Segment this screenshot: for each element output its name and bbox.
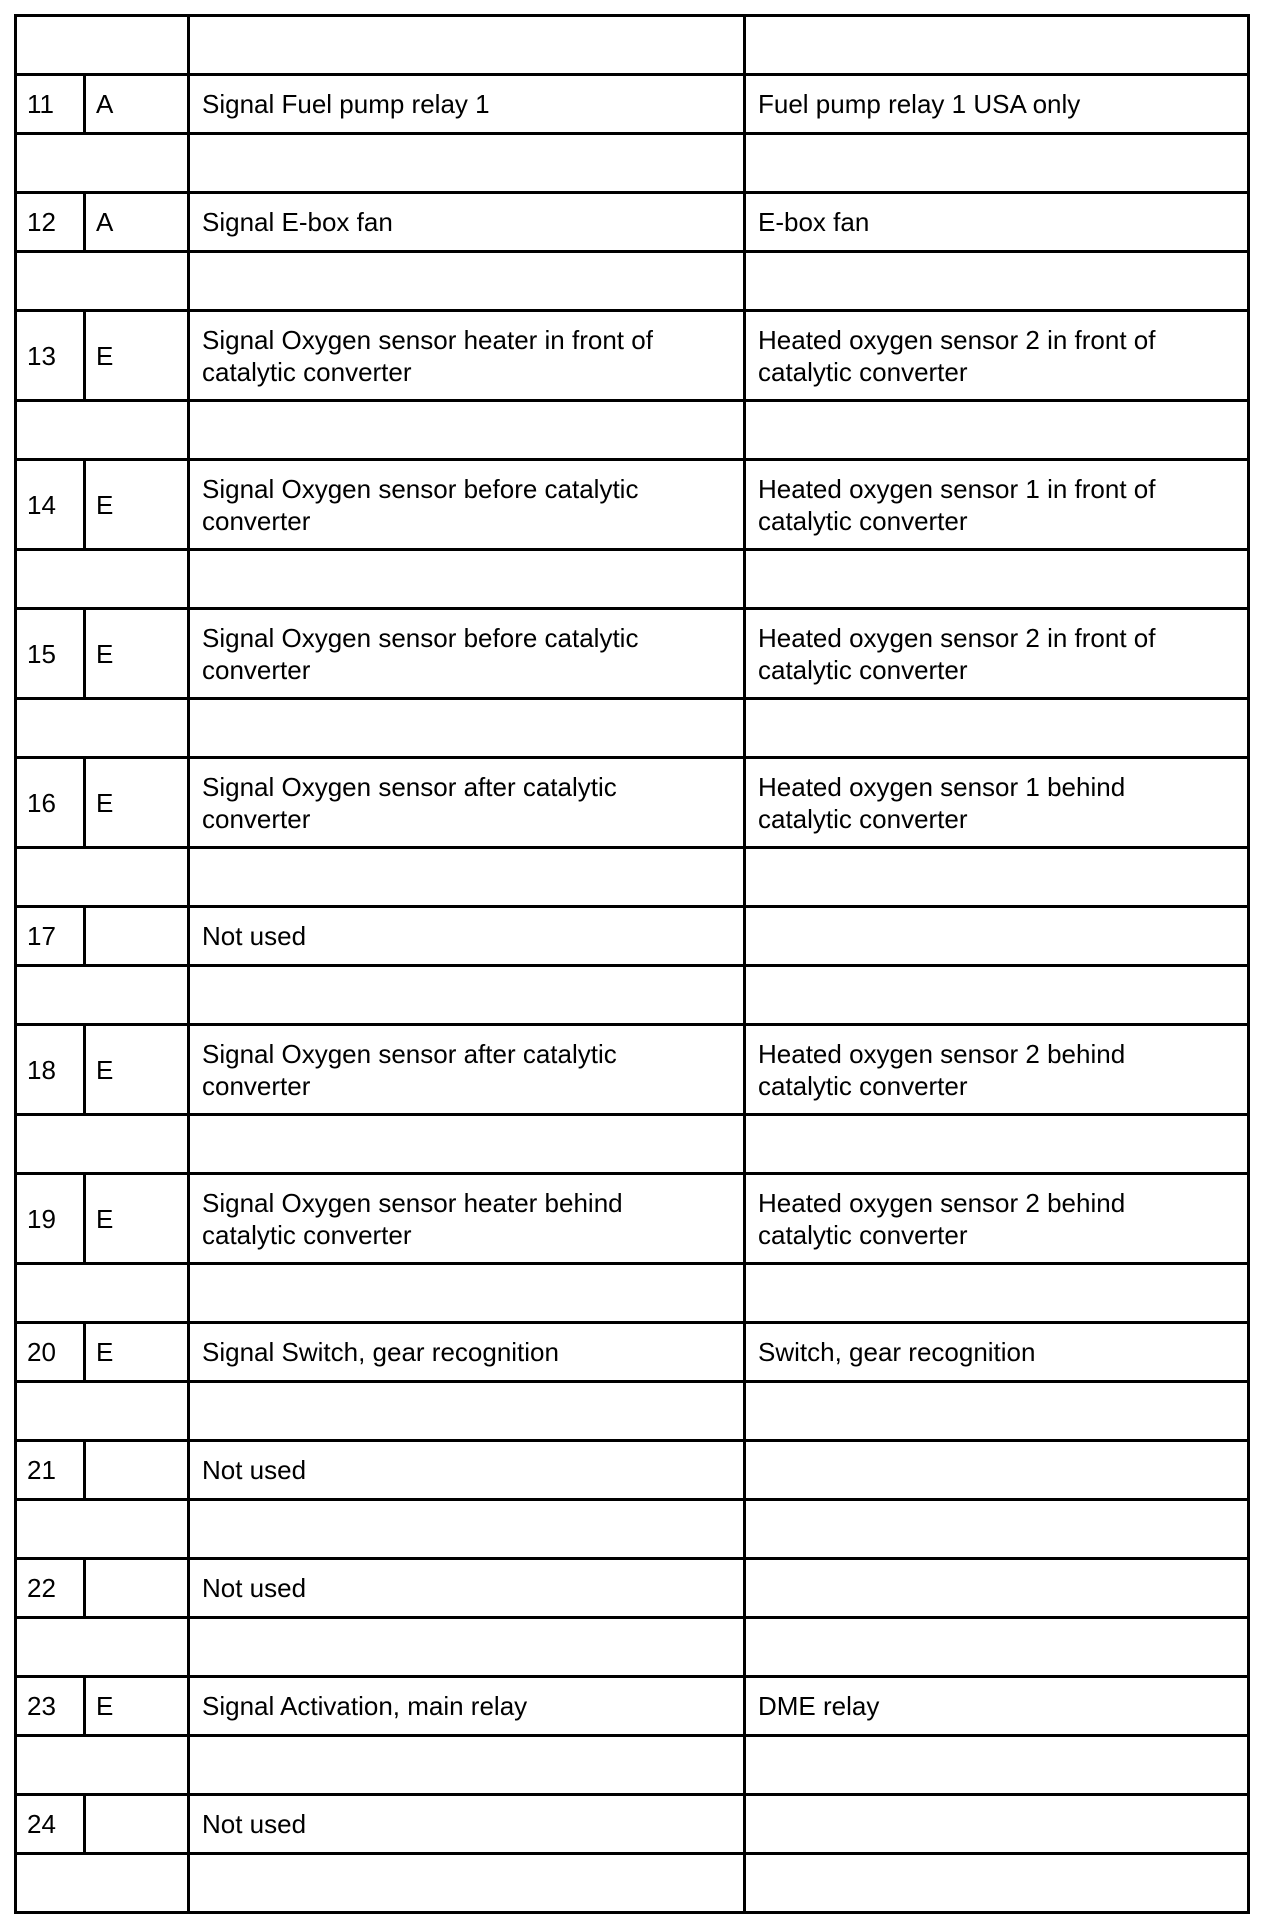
io-type-cell xyxy=(83,1675,190,1737)
component-cell-text: Heated oxygen sensor 2 in front of catalytic converter xyxy=(758,622,1156,685)
signal-description-cell-text: Signal Oxygen sensor heater in front of catalytic converter xyxy=(202,324,653,387)
spacer-cell xyxy=(14,548,190,610)
spacer-cell xyxy=(743,1734,1250,1796)
spacer-row xyxy=(14,1734,1250,1796)
component-cell-text: Heated oxygen sensor 1 in front of catalytic converter xyxy=(758,473,1156,536)
spacer-row xyxy=(14,697,1250,759)
pin-number-cell-text: 11 xyxy=(27,89,54,119)
io-type-cell xyxy=(83,1793,190,1855)
component-cell xyxy=(743,1793,1250,1855)
spacer-cell xyxy=(743,1113,1250,1175)
signal-description-cell xyxy=(187,1023,746,1116)
table-row xyxy=(14,458,1250,551)
table-row xyxy=(14,1793,1250,1855)
pin-number-cell xyxy=(14,191,86,253)
pin-number-cell xyxy=(14,1793,86,1855)
io-type-cell-text: E xyxy=(96,1337,114,1367)
table-row xyxy=(14,191,1250,253)
pin-number-cell xyxy=(14,905,86,967)
signal-description-cell-text: Not used xyxy=(202,1809,307,1839)
component-cell-text: Heated oxygen sensor 2 behind catalytic converter xyxy=(758,1187,1126,1250)
signal-description-cell xyxy=(187,756,746,849)
spacer-cell xyxy=(743,1262,1250,1324)
pin-number-cell-text: 12 xyxy=(27,207,56,237)
spacer-cell xyxy=(187,14,746,76)
component-cell xyxy=(743,1675,1250,1737)
io-type-cell xyxy=(83,1321,190,1383)
pin-number-cell-text: 22 xyxy=(27,1573,56,1603)
table-row xyxy=(14,607,1250,700)
component-cell xyxy=(743,1439,1250,1501)
component-cell-text: E-box fan xyxy=(758,207,870,237)
signal-description-cell xyxy=(187,458,746,551)
signal-description-cell xyxy=(187,309,746,402)
spacer-cell xyxy=(187,697,746,759)
spacer-row xyxy=(14,1113,1250,1175)
pin-number-cell xyxy=(14,309,86,402)
pin-number-cell-text: 20 xyxy=(27,1337,56,1367)
io-type-cell xyxy=(83,458,190,551)
component-cell xyxy=(743,756,1250,849)
spacer-cell xyxy=(743,250,1250,312)
spacer-row xyxy=(14,250,1250,312)
io-type-cell-text: E xyxy=(96,638,114,669)
spacer-cell xyxy=(187,1498,746,1560)
table-row xyxy=(14,1439,1250,1501)
signal-description-cell-text: Not used xyxy=(202,921,307,951)
spacer-cell xyxy=(743,1380,1250,1442)
pin-number-cell-text: 21 xyxy=(27,1455,56,1485)
signal-description-cell-text: Signal Switch, gear recognition xyxy=(202,1337,559,1367)
table-row xyxy=(14,1172,1250,1265)
io-type-cell xyxy=(83,756,190,849)
io-type-cell xyxy=(83,191,190,253)
spacer-cell xyxy=(187,399,746,461)
signal-description-cell xyxy=(187,191,746,253)
io-type-cell xyxy=(83,73,190,135)
pin-number-cell-text: 23 xyxy=(27,1691,56,1721)
signal-description-cell-text: Signal Oxygen sensor before catalytic converter xyxy=(202,622,639,685)
pin-number-cell xyxy=(14,756,86,849)
signal-description-cell-text: Not used xyxy=(202,1455,307,1485)
table-row xyxy=(14,905,1250,967)
io-type-cell-text: E xyxy=(96,489,114,520)
pin-number-cell-text: 17 xyxy=(27,921,56,951)
spacer-cell xyxy=(14,1852,190,1914)
spacer-row xyxy=(14,964,1250,1026)
io-type-cell-text: E xyxy=(96,340,114,371)
spacer-cell xyxy=(743,697,1250,759)
signal-description-cell xyxy=(187,1557,746,1619)
spacer-cell xyxy=(14,1734,190,1796)
component-cell-text: Heated oxygen sensor 1 behind catalytic converter xyxy=(758,771,1126,834)
pin-number-cell-text: 18 xyxy=(27,1054,56,1085)
spacer-cell xyxy=(14,1616,190,1678)
component-cell xyxy=(743,1557,1250,1619)
spacer-cell xyxy=(743,14,1250,76)
pin-number-cell-text: 16 xyxy=(27,787,56,818)
spacer-row xyxy=(14,1852,1250,1914)
table-row xyxy=(14,756,1250,849)
component-cell xyxy=(743,905,1250,967)
spacer-cell xyxy=(187,250,746,312)
spacer-row xyxy=(14,846,1250,908)
pin-number-cell xyxy=(14,1321,86,1383)
spacer-cell xyxy=(187,846,746,908)
spacer-cell xyxy=(743,548,1250,610)
component-cell xyxy=(743,607,1250,700)
component-cell xyxy=(743,309,1250,402)
component-cell-text: Switch, gear recognition xyxy=(758,1337,1036,1367)
table-row xyxy=(14,309,1250,402)
pin-number-cell xyxy=(14,1172,86,1265)
pin-number-cell xyxy=(14,458,86,551)
table-row xyxy=(14,1557,1250,1619)
spacer-row xyxy=(14,548,1250,610)
signal-description-cell-text: Signal Oxygen sensor heater behind catalytic converter xyxy=(202,1187,623,1250)
pin-number-cell-text: 14 xyxy=(27,489,56,520)
io-type-cell-text: A xyxy=(96,89,114,119)
spacer-cell xyxy=(743,1616,1250,1678)
signal-description-cell-text: Signal Fuel pump relay 1 xyxy=(202,89,490,119)
signal-description-cell xyxy=(187,905,746,967)
spacer-cell xyxy=(187,1262,746,1324)
io-type-cell-text: E xyxy=(96,1203,114,1234)
spacer-row xyxy=(14,1262,1250,1324)
spacer-row xyxy=(14,14,1250,76)
spacer-cell xyxy=(187,548,746,610)
io-type-cell-text: E xyxy=(96,1691,114,1721)
pin-number-cell xyxy=(14,1675,86,1737)
io-type-cell xyxy=(83,607,190,700)
io-type-cell xyxy=(83,905,190,967)
pin-number-cell xyxy=(14,1439,86,1501)
spacer-cell xyxy=(14,399,190,461)
spacer-row xyxy=(14,399,1250,461)
spacer-cell xyxy=(187,1852,746,1914)
component-cell xyxy=(743,73,1250,135)
spacer-cell xyxy=(743,1852,1250,1914)
pin-number-cell xyxy=(14,73,86,135)
signal-description-cell xyxy=(187,1675,746,1737)
component-cell-text: Heated oxygen sensor 2 behind catalytic converter xyxy=(758,1038,1126,1101)
spacer-cell xyxy=(187,1734,746,1796)
spacer-cell xyxy=(14,1380,190,1442)
spacer-cell xyxy=(743,132,1250,194)
spacer-row xyxy=(14,1616,1250,1678)
table-row xyxy=(14,1023,1250,1116)
spacer-row xyxy=(14,132,1250,194)
spacer-cell xyxy=(187,1380,746,1442)
signal-description-cell-text: Signal Oxygen sensor after catalytic converter xyxy=(202,1038,617,1101)
spacer-cell xyxy=(743,964,1250,1026)
spacer-cell xyxy=(187,964,746,1026)
pin-number-cell-text: 15 xyxy=(27,638,56,669)
signal-description-cell-text: Signal Oxygen sensor after catalytic converter xyxy=(202,771,617,834)
io-type-cell-text: E xyxy=(96,787,114,818)
component-cell-text: Fuel pump relay 1 USA only xyxy=(758,89,1081,119)
io-type-cell xyxy=(83,1557,190,1619)
spacer-cell xyxy=(14,1262,190,1324)
signal-description-cell xyxy=(187,1793,746,1855)
spacer-cell xyxy=(743,846,1250,908)
io-type-cell xyxy=(83,309,190,402)
pin-number-cell xyxy=(14,607,86,700)
component-cell xyxy=(743,191,1250,253)
spacer-cell xyxy=(14,14,190,76)
spacer-cell xyxy=(14,132,190,194)
spacer-cell xyxy=(187,1616,746,1678)
table-row xyxy=(14,1675,1250,1737)
signal-description-cell-text: Signal Activation, main relay xyxy=(202,1691,528,1721)
spacer-cell xyxy=(187,1113,746,1175)
component-cell-text: DME relay xyxy=(758,1691,880,1721)
spacer-cell xyxy=(14,1113,190,1175)
spacer-cell xyxy=(743,1498,1250,1560)
table-row xyxy=(14,73,1250,135)
spacer-cell xyxy=(743,399,1250,461)
spacer-cell xyxy=(14,697,190,759)
spacer-cell xyxy=(14,964,190,1026)
io-type-cell xyxy=(83,1023,190,1116)
signal-description-cell xyxy=(187,73,746,135)
io-type-cell xyxy=(83,1439,190,1501)
signal-description-cell xyxy=(187,1439,746,1501)
component-cell xyxy=(743,1023,1250,1116)
spacer-cell xyxy=(187,132,746,194)
signal-description-cell-text: Signal E-box fan xyxy=(202,207,393,237)
io-type-cell xyxy=(83,1172,190,1265)
signal-description-cell-text: Not used xyxy=(202,1573,307,1603)
spacer-cell xyxy=(14,250,190,312)
io-type-cell-text: E xyxy=(96,1054,114,1085)
pin-assignment-table xyxy=(14,14,1250,1900)
io-type-cell-text: A xyxy=(96,207,114,237)
pin-number-cell-text: 13 xyxy=(27,340,56,371)
signal-description-cell xyxy=(187,1321,746,1383)
component-cell-text: Heated oxygen sensor 2 in front of catalytic converter xyxy=(758,324,1156,387)
pin-number-cell-text: 24 xyxy=(27,1809,56,1839)
spacer-row xyxy=(14,1498,1250,1560)
signal-description-cell xyxy=(187,607,746,700)
pin-number-cell-text: 19 xyxy=(27,1203,56,1234)
pin-number-cell xyxy=(14,1557,86,1619)
spacer-cell xyxy=(14,846,190,908)
spacer-row xyxy=(14,1380,1250,1442)
pin-number-cell xyxy=(14,1023,86,1116)
spacer-cell xyxy=(14,1498,190,1560)
component-cell xyxy=(743,458,1250,551)
component-cell xyxy=(743,1172,1250,1265)
signal-description-cell-text: Signal Oxygen sensor before catalytic converter xyxy=(202,473,639,536)
table-row xyxy=(14,1321,1250,1383)
signal-description-cell xyxy=(187,1172,746,1265)
component-cell xyxy=(743,1321,1250,1383)
